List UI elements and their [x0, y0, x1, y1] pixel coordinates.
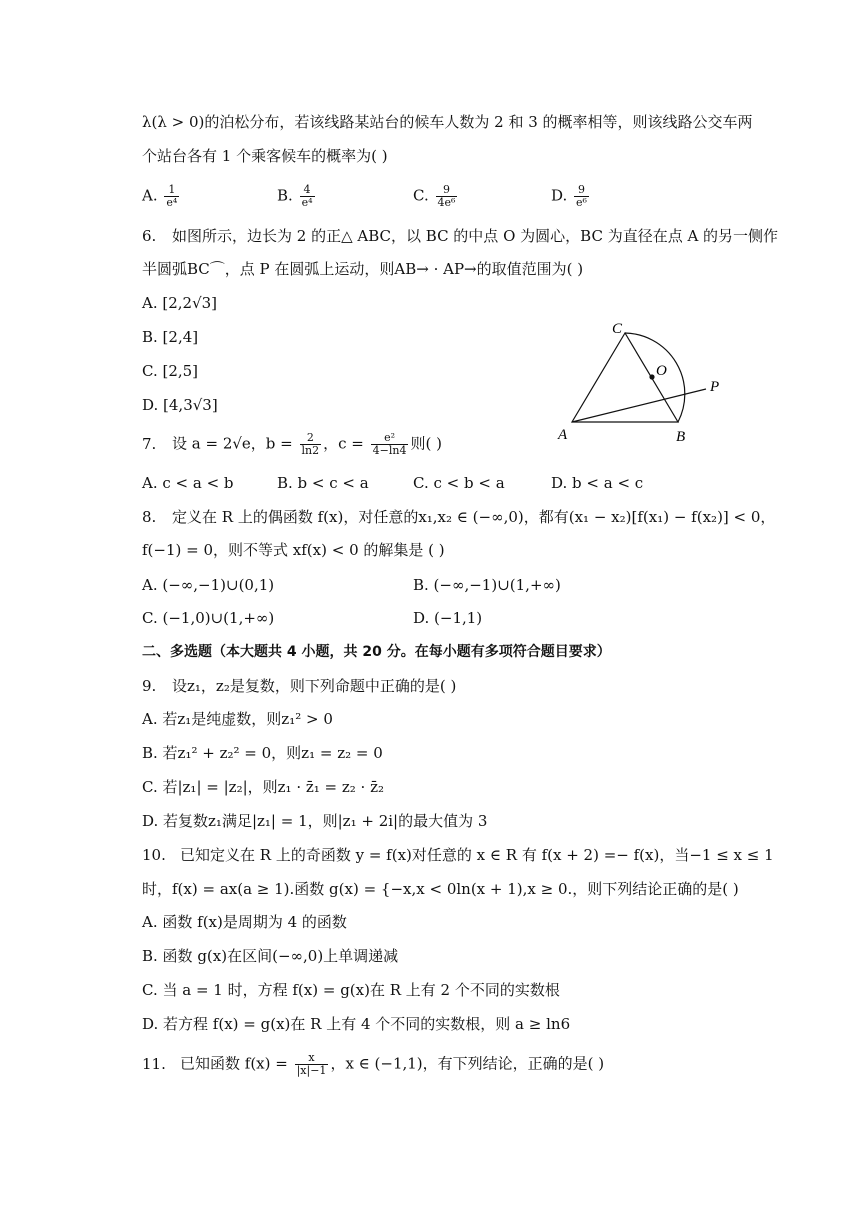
q10-option-a[interactable]: A. 函数 f(x)是周期为 4 的函数: [142, 913, 347, 931]
q8-stem-text: 定义在 R 上的偶函数 f(x)，对任意的x₁,x₂ ∈ (−∞,0)，都有(x₁ − x₂)[f(x₁) − f(x₂)] < 0，: [172, 508, 776, 526]
label-a: A: [558, 427, 568, 443]
q6-option-d[interactable]: D. [4,3√3]: [142, 396, 218, 414]
q10-option-d[interactable]: D. 若方程 f(x) = g(x)在 R 上有 4 个不同的实数根，则 a ≥ ln6: [142, 1015, 571, 1033]
q7-suffix: 则( ): [410, 434, 442, 453]
q7-c-fraction: $\frac{\text{e²}}{4-\ln 4}$: [372, 431, 407, 457]
q5-option-b-label: B.: [277, 186, 293, 205]
q5-option-d[interactable]: [551, 184, 591, 209]
q5-option-c-label: C.: [413, 186, 429, 205]
q5-option-a[interactable]: [142, 184, 181, 209]
q7-option-a[interactable]: A. c < a < b: [142, 474, 234, 492]
q8-stem-line2: f(−1) = 0，则不等式 xf(x) < 0 的解集是 ( ): [142, 541, 445, 559]
q6-option-b[interactable]: B. [2,4]: [142, 328, 199, 346]
q5-option-c[interactable]: [413, 184, 459, 209]
q11-suffix: ，x ∈ (−1,1)，有下列结论，正确的是( ): [330, 1054, 605, 1073]
q5-option-b-fraction: $\frac{4}{\text{e⁴}}$: [301, 183, 313, 209]
label-o: O: [656, 363, 667, 379]
q5-option-d-label: D.: [551, 186, 568, 205]
q5-stem-line2: 个站台各有 1 个乘客候车的概率为( ): [142, 147, 388, 165]
q7-mid: ，c =: [323, 434, 369, 453]
q8-option-c[interactable]: C. (−1,0)∪(1,+∞): [142, 609, 275, 627]
q5-stem-line1: λ(λ > 0)的泊松分布，若该线路某站台的候车人数为 2 和 3 的概率相等，则该线路公交车两: [142, 113, 753, 131]
section-heading-multiple-choice: 二、多选题（本大题共 4 小题，共 20 分。在每小题有多项符合题目要求）: [142, 644, 611, 660]
q9-option-b[interactable]: B. 若z₁² + z₂² = 0，则z₁ = z₂ = 0: [142, 744, 383, 762]
q9-option-d[interactable]: D. 若复数z₁满足|z₁| = 1，则|z₁ + 2i|的最大值为 3: [142, 812, 488, 830]
q11-stem: [142, 1052, 604, 1077]
q5-option-d-fraction: $\frac{9}{\text{e⁶}}$: [576, 183, 587, 209]
q7-option-d[interactable]: D. b < a < c: [551, 474, 644, 492]
q7-prefix: 设 a = 2√e，b =: [172, 434, 298, 453]
q9-option-a[interactable]: A. 若z₁是纯虚数，则z₁² > 0: [142, 710, 333, 728]
q6-option-a[interactable]: A. [2,2√3]: [142, 294, 218, 312]
q7-stem: [142, 432, 442, 457]
segment-ap: [572, 389, 706, 422]
q7-number: 7.: [142, 434, 157, 453]
q6-stem-line2: 半圆弧BC⌒，点 P 在圆弧上运动，则AB→ · AP→的取值范围为( ): [142, 260, 584, 278]
q8-number: 8.: [142, 508, 157, 526]
q8-stem-line1: [142, 507, 775, 527]
label-p: P: [710, 379, 720, 395]
q10-option-b[interactable]: B. 函数 g(x)在区间(−∞,0)上单调递减: [142, 947, 399, 965]
q10-stem-line1: [142, 845, 774, 865]
q6-option-c[interactable]: C. [2,5]: [142, 362, 199, 380]
q10-option-c[interactable]: C. 当 a = 1 时，方程 f(x) = g(x)在 R 上有 2 个不同的实数根: [142, 981, 560, 999]
q6-stem-line1: [142, 226, 778, 246]
q6-stem-text: 如图所示，边长为 2 的正△ ABC，以 BC 的中点 O 为圆心，BC 为直径在点 A 的另一侧作: [172, 227, 779, 245]
q5-option-c-fraction: $\frac{9}{\text{4e⁶}}$: [437, 183, 456, 209]
q8-option-a[interactable]: A. (−∞,−1)∪(0,1): [142, 576, 275, 594]
q7-option-c[interactable]: C. c < b < a: [413, 474, 505, 492]
center-point-o: [649, 374, 654, 379]
q10-stem-text: 已知定义在 R 上的奇函数 y = f(x)对任意的 x ∈ R 有 f(x + 2) =− f(x)，当−1 ≤ x ≤ 1: [180, 846, 774, 864]
q10-stem-line2: 时，f(x) = ax(a ≥ 1).函数 g(x) = {−x,x < 0ln(x + 1),x ≥ 0.，则下列结论正确的是( ): [142, 880, 739, 898]
q11-f-fraction: $\frac{x}{|x|-1}$: [296, 1051, 327, 1077]
q11-prefix: 已知函数 f(x) =: [180, 1054, 293, 1073]
q9-option-c[interactable]: C. 若|z₁| = |z₂|，则z₁ · z̄₁ = z₂ · z̄₂: [142, 778, 385, 796]
label-c: C: [612, 321, 623, 337]
q10-number: 10.: [142, 846, 166, 864]
q5-option-a-label: A.: [142, 186, 158, 205]
q7-b-fraction: $\frac{2}{\ln 2}$: [301, 431, 320, 457]
q9-stem-text: 设z₁，z₂是复数，则下列命题中正确的是( ): [172, 677, 457, 695]
label-b: B: [676, 429, 686, 445]
q8-option-b[interactable]: B. (−∞,−1)∪(1,+∞): [413, 576, 561, 594]
semicircle-arc-bc: [625, 333, 685, 422]
q5-option-b[interactable]: [277, 184, 317, 209]
q5-option-a-fraction: $\frac{1}{\text{e⁴}}$: [166, 183, 178, 209]
q11-number: 11.: [142, 1054, 166, 1073]
q7-option-b[interactable]: B. b < c < a: [277, 474, 369, 492]
q8-option-d[interactable]: D. (−1,1): [413, 609, 483, 627]
q6-figure: [550, 315, 730, 450]
q9-stem: [142, 676, 456, 696]
q6-number: 6.: [142, 227, 157, 245]
q9-number: 9.: [142, 677, 157, 695]
